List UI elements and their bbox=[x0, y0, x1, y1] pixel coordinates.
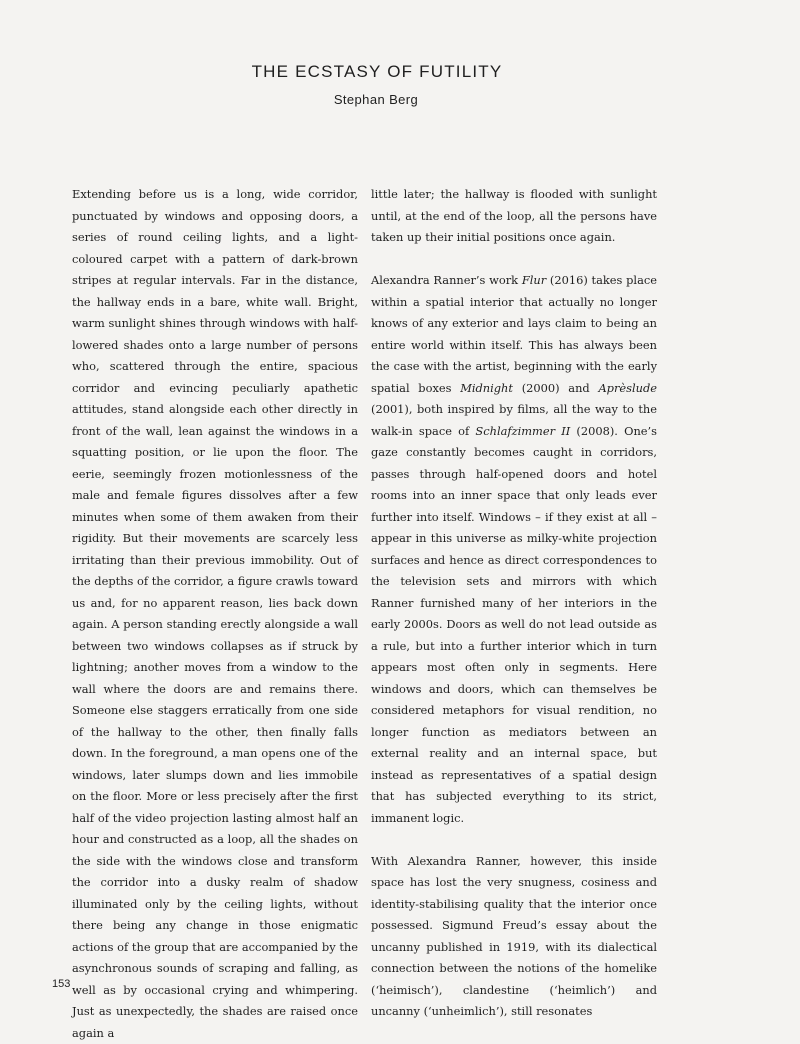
work-title: Aprèslude bbox=[598, 380, 657, 395]
text-run: (2001), both inspired by films, all the way to the walk-in space of bbox=[371, 402, 657, 438]
paragraph: With Alexandra Ranner, however, this inside space has lost the very snugness, cosiness and identity-stabilising quality that the interior once possessed. Sigmund Freud’s essay about the uncanny published in 1919, with its dialectical connection between the notions of the homelike (‘heimisch’), clandestine (‘heimlich’) and uncanny (‘unheimlich’), still resonates bbox=[371, 853, 657, 1018]
text-run: (2000) and bbox=[512, 380, 599, 395]
paragraph bbox=[371, 270, 657, 829]
paragraph: Extending before us is a long, wide corridor, punctuated by windows and opposing doors, a series of round ceiling lights, and a light-coloured carpet with a pattern of dark-brown stripes at regular intervals. Far in the distance, the hallway ends in a bare, white wall. Bright, warm sunlight shines through windows with half-lowered shades onto a large number of persons who, scattered through the entire, spacious corridor and evincing peculiarly apathetic attitudes, stand alongside each other directly in front of the wall, lean against the windows in a squatting position, or lie upon the floor. The eerie, seemingly frozen motionlessness of the male and female figures dissolves after a few minutes when some of them awaken from their rigidity. But their movements are scarcely less irritating than their previous immobility. Out of the depths of the corridor, a figure crawls toward us and, for no apparent reason, lies back down again. A person standing erectly alongside a wall between two windows collapses as if struck by lightning; another moves from a window to the wall where the doors are and remains there. Someone else staggers erratically from one side of the hallway to the other, then finally falls down. In the foreground, a man opens one of the windows, later slumps down and lies immobile on the floor. More or less precisely after the first half of the video projection lasting almost half an hour and constructed as a loop, all the shades on the side with the windows close and transform the corridor into a dusky realm of shadow illuminated only by the ceiling lights, without there being any change in those enigmatic actions of the group that are accompanied by the asynchronous sounds of scraping and falling, as well as by occasional crying and whimpering. Just as unexpectedly, the shades are raised once again a bbox=[72, 187, 358, 1040]
text-run: (2016) takes place within a spatial interior that actually no longer knows of any exterior and lays claim to being an entire world within itself. This has always been the case with the artist, beginning with the early spatial boxes bbox=[371, 273, 657, 395]
paragraph: little later; the hallway is flooded with sunlight until, at the end of the loop, all the persons have taken up their initial positions once again. bbox=[371, 187, 657, 244]
author-name: Stephan Berg bbox=[333, 92, 419, 107]
work-title: Midnight bbox=[460, 380, 513, 395]
text-run: Alexandra Ranner’s work bbox=[371, 273, 522, 287]
title-block bbox=[247, 62, 507, 82]
right-column bbox=[371, 184, 657, 1023]
work-title: Flur bbox=[521, 273, 547, 287]
text-run: (2008). One’s gaze constantly becomes caught in corridors, passes through half-opened doors and hotel rooms into an inner space that only leads ever further into itself. Windows – if they exist at all – appear in this universe as milky-white projection surfaces and hence as direct correspondences to the television sets and mirrors with which Ranner furnished many of her interiors in the early 2000s. Doors as well do not lead outside as a rule, but into a further interior which in turn appears most often only in segments. Here windows and doors, which can themselves be considered metaphors for visual rendition, no longer function as mediators between an external reality and an internal space, but instead as representatives of a spatial design that has subjected everything to its strict, immanent logic. bbox=[371, 423, 657, 825]
work-title: Schlafzimmer II bbox=[475, 423, 571, 438]
article-title: THE ECSTASY OF FUTILITY bbox=[251, 62, 503, 81]
page-number: 153 bbox=[52, 978, 71, 990]
left-column bbox=[72, 184, 358, 1044]
